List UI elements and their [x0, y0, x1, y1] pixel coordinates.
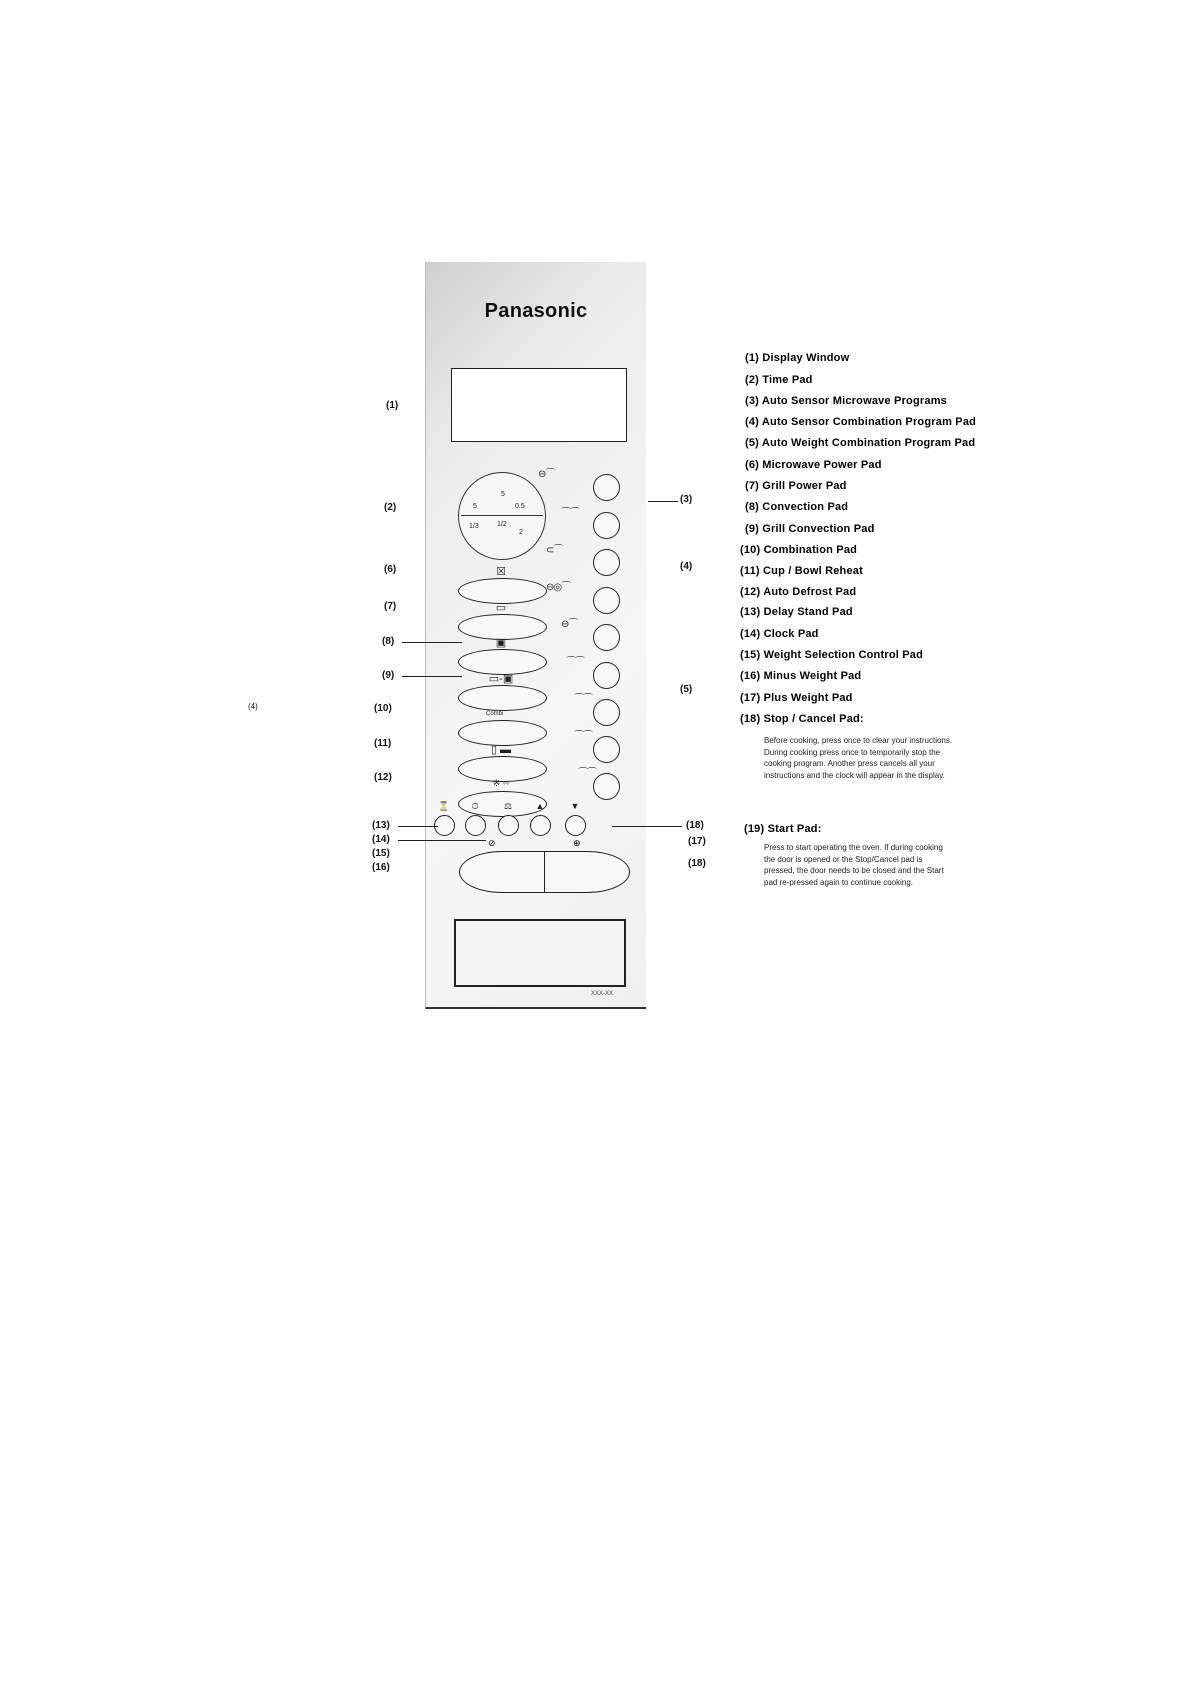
- microwave-power-icon: ☒: [496, 566, 506, 578]
- clock-icon: ⏱: [471, 801, 479, 811]
- start-pad[interactable]: [544, 851, 630, 893]
- leader-line: [612, 826, 682, 827]
- stop-description: Before cooking, press once to clear your instructions. During cooking press once to temporarily stop the cooking program. Another press cancels all your instructions and the clock will appear in the display.: [764, 736, 953, 780]
- callout-3: (3): [680, 494, 693, 505]
- callout-label: (17): [688, 836, 706, 847]
- convection-icon: ▣: [495, 637, 507, 649]
- dial-mark: 0.5: [515, 503, 525, 510]
- legend-item: (5) Auto Weight Combination Program Pad: [745, 437, 976, 449]
- food-icon: ⊖⌒: [538, 469, 555, 480]
- plus-weight-pad[interactable]: [530, 815, 551, 836]
- stop-icon: ⊘: [488, 838, 496, 848]
- legend-item: (11) Cup / Bowl Reheat: [740, 565, 863, 577]
- callout-label: (12): [374, 772, 392, 783]
- callout-label: (10): [374, 703, 392, 714]
- sensor-combination-pad-1[interactable]: [593, 549, 620, 576]
- food-icon: ⊖◎⌒: [546, 582, 571, 593]
- callout-label: (18): [688, 858, 706, 869]
- legend-item: (12) Auto Defrost Pad: [740, 586, 857, 598]
- callout-label: (16): [372, 862, 390, 873]
- control-panel: [425, 262, 646, 1009]
- weight-select-icon: ⚖: [503, 801, 513, 811]
- callout-label: (9): [382, 670, 395, 681]
- leader-line: [648, 501, 678, 502]
- legend-item: (14) Clock Pad: [740, 628, 819, 640]
- start-icon: ⊕: [573, 838, 581, 848]
- defrost-icon: ※ ◦◦: [492, 778, 510, 788]
- legend-item: (6) Microwave Power Pad: [745, 459, 882, 471]
- food-icon: ⌒⌒: [561, 508, 579, 519]
- food-icon: ⌒⌒: [574, 731, 592, 742]
- sensor-combination-pad-2[interactable]: [593, 587, 620, 614]
- weight-selection-pad[interactable]: [498, 815, 519, 836]
- clock-pad[interactable]: [465, 815, 486, 836]
- dial-mark: 1/3: [469, 523, 479, 530]
- legend-item: (7) Grill Power Pad: [745, 480, 847, 492]
- up-arrow-icon: ▲: [535, 801, 545, 811]
- sensor-program-pad-2[interactable]: [593, 512, 620, 539]
- legend-item: (1) Display Window: [745, 352, 850, 364]
- start-description: Press to start operating the oven. If during cooking the door is opened or the Stop/Cancel pad is pressed, the door needs to be closed and the Start pad re-pressed again to continue cooking.: [764, 843, 944, 887]
- callout-label: (14): [372, 834, 390, 845]
- dial-mark: 5: [473, 503, 477, 510]
- combination-label: Combi: [486, 711, 504, 717]
- legend-item: (16) Minus Weight Pad: [740, 670, 862, 682]
- legend-item: (17) Plus Weight Pad: [740, 692, 853, 704]
- callout-label: (6): [384, 564, 397, 575]
- legend-item: (13) Delay Stand Pad: [740, 606, 853, 618]
- stop-cancel-pad[interactable]: [459, 851, 545, 893]
- legend-item: (19) Start Pad:: [744, 823, 822, 835]
- weight-combination-pad-5[interactable]: [593, 773, 620, 800]
- callout-4: (4): [680, 561, 693, 572]
- callout-label: (7): [384, 601, 397, 612]
- display-window: [451, 368, 627, 442]
- sensor-program-pad-1[interactable]: [593, 474, 620, 501]
- food-icon: ⊂⌒: [546, 545, 563, 556]
- legend-item: (8) Convection Pad: [745, 501, 849, 513]
- brand-logo: Panasonic: [484, 300, 588, 322]
- leader-line: [398, 840, 486, 841]
- leader-line: [398, 826, 438, 827]
- grill-convection-icon: ▭‑▣: [488, 673, 514, 685]
- down-arrow-icon: ▼: [570, 801, 580, 811]
- weight-combination-pad-1[interactable]: [593, 624, 620, 651]
- weight-combination-pad-4[interactable]: [593, 736, 620, 763]
- callout-label: (15): [372, 848, 390, 859]
- legend-item: (2) Time Pad: [745, 374, 813, 386]
- callout-5: (5): [680, 684, 693, 695]
- callout-label: (2): [384, 502, 397, 513]
- minus-weight-pad[interactable]: [565, 815, 586, 836]
- delay-stand-icon: ⏳: [438, 801, 450, 811]
- legend-item: (15) Weight Selection Control Pad: [740, 649, 924, 661]
- food-icon: ⌒⌒: [574, 694, 592, 705]
- door-window: [454, 919, 626, 987]
- dial-mark: 2: [519, 529, 523, 536]
- time-dial[interactable]: [458, 472, 546, 560]
- cup-bowl-icon: ▯ ▬: [490, 744, 512, 756]
- leader-line: [402, 676, 462, 677]
- food-icon: ⊖⌒: [561, 619, 578, 630]
- food-icon: ⌒⌒: [578, 768, 596, 779]
- legend-item: (18) Stop / Cancel Pad:: [740, 713, 864, 725]
- callout-label: (1): [386, 400, 399, 411]
- legend-item: (3) Auto Sensor Microwave Programs: [745, 395, 947, 407]
- weight-combination-pad-2[interactable]: [593, 662, 620, 689]
- callout-label: (13): [372, 820, 390, 831]
- callout-label: (4): [248, 702, 258, 711]
- grill-power-icon: ▭: [495, 602, 507, 614]
- callout-label: (8): [382, 636, 395, 647]
- weight-combination-pad-3[interactable]: [593, 699, 620, 726]
- legend-item: (9) Grill Convection Pad: [745, 523, 875, 535]
- model-code: XXX-XX: [591, 991, 614, 997]
- dial-mark: 5: [501, 491, 505, 498]
- callout-label: (18): [686, 820, 704, 831]
- leader-line: [402, 642, 462, 643]
- food-icon: ⌒⌒: [566, 657, 584, 668]
- grill-convection-pad[interactable]: [458, 685, 547, 711]
- legend-item: (10) Combination Pad: [740, 544, 858, 556]
- callout-label: (11): [374, 738, 392, 749]
- legend-item: (4) Auto Sensor Combination Program Pad: [745, 416, 977, 428]
- dial-mark: 1/2: [497, 521, 507, 528]
